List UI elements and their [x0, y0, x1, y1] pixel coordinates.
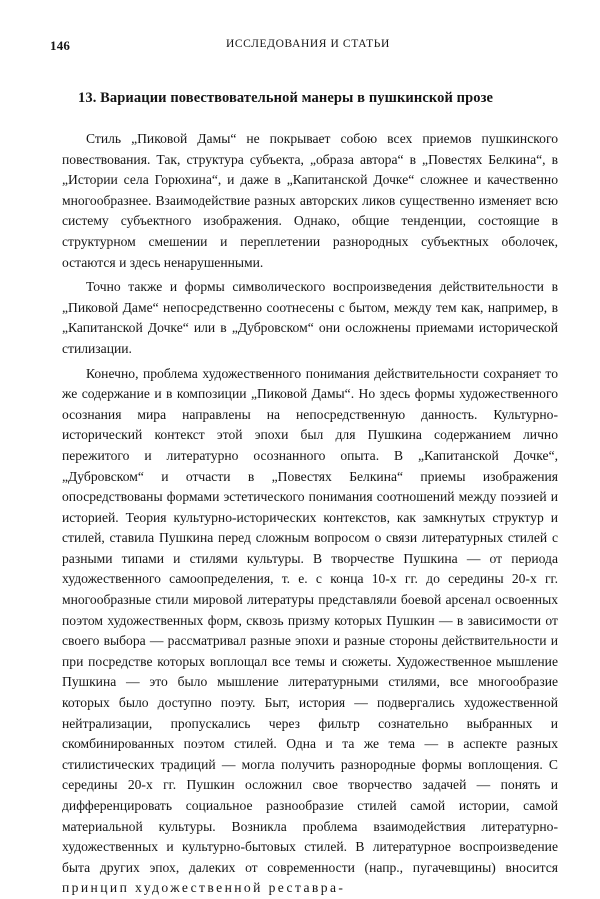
running-head	[50, 38, 558, 60]
paragraph-2: Точно также и формы символического воспроизведения действительности в „Пиковой Даме“ непосредственно соотнесены с бытом, между тем как, например, в „Капитанской Дочке“ или в „Дубровском“ они осложнены приемами исторической стилизации.	[62, 279, 558, 356]
book-page	[50, 38, 558, 899]
page-number: 146	[50, 38, 71, 53]
running-title: ИССЛЕДОВАНИЯ И СТАТЬИ	[226, 38, 390, 50]
paragraph-1: Стиль „Пиковой Дамы“ не покрывает собою всех приемов пушкинского повествования. Так, структура субъекта, „образа автора“ в „Повестях Белкина“, в „Истории села Горюхина“, и даже в „Капитанской Дочке“ сложнее и качественно многообразнее. Взаимодействие разных авторских ликов существенно изменяет всю систему субъектного изображения. Однако, общие тенденции, состоящие в структурном смешении и переплетении разнородных субъектных оболочек, остаются и здесь ненарушенными.	[62, 131, 558, 270]
section-heading: 13. Вариации повествовательной манеры в пушкинской прозе	[78, 90, 494, 106]
paragraph-3-spaced-emphasis: принцип художественной реставра-	[62, 880, 346, 896]
paragraph-3-main-text: Конечно, проблема художественного понимания действительности сохраняет то же содержание и в композиции „Пиковой Дамы“. Но здесь формы художественного осознания мира направлены на непосредственную данность. Культурно-исторический контекст этой эпохи был для Пушкина содержанием лично пережитого и литературно осознанного опыта. В „Капитанской Дочке“, „Дубровском“ и отчасти в „Повестях Белкина“ приемы изображения опосредствованы формами эстетического понимания соотношений между поэзией и историей. Теория культурно-исторических контекстов, как замкнутых структур и стилей, ставила Пушкина перед сложным вопросом о связи литературных стилей с разными типами и стилями культуры. В творчестве Пушкина — от периода художественного самоопределения, т. е. с конца 10-х гг. до середины 20-х гг. многообразные стили мировой литературы представляли боевой арсенал освоенных поэтом художественных форм, сквозь призму которых Пушкин — в зависимости от своего выбора — рассматривал разные эпохи и разные стороны действительности и при посредстве которых воплощал все темы и сюжеты. Художественное мышление Пушкина — это было мышление литературными стилями, все многообразие которых было доступно поэту. Быт, история — подвергались художественной нейтрализации, пропускались через фильтр сознательно выбранных и скомбинированных поэтом стилей. Одна и та же тема — в аспекте разных стилистических традиций — могла получить разнородные формы воплощения. С середины 20-х гг. Пушкин осложнил свое творчество задачей — понять и дифференцировать социальное разнообразие стилей самой истории, самой материальной культуры. Возникла проблема взаимодействия литературно-художественных и культурно-бытовых стилей. В литературное воспроизведение быта других эпох, далеких от современности (напр., пугачевщины) вносится	[62, 365, 558, 875]
paragraph-3	[62, 364, 558, 899]
